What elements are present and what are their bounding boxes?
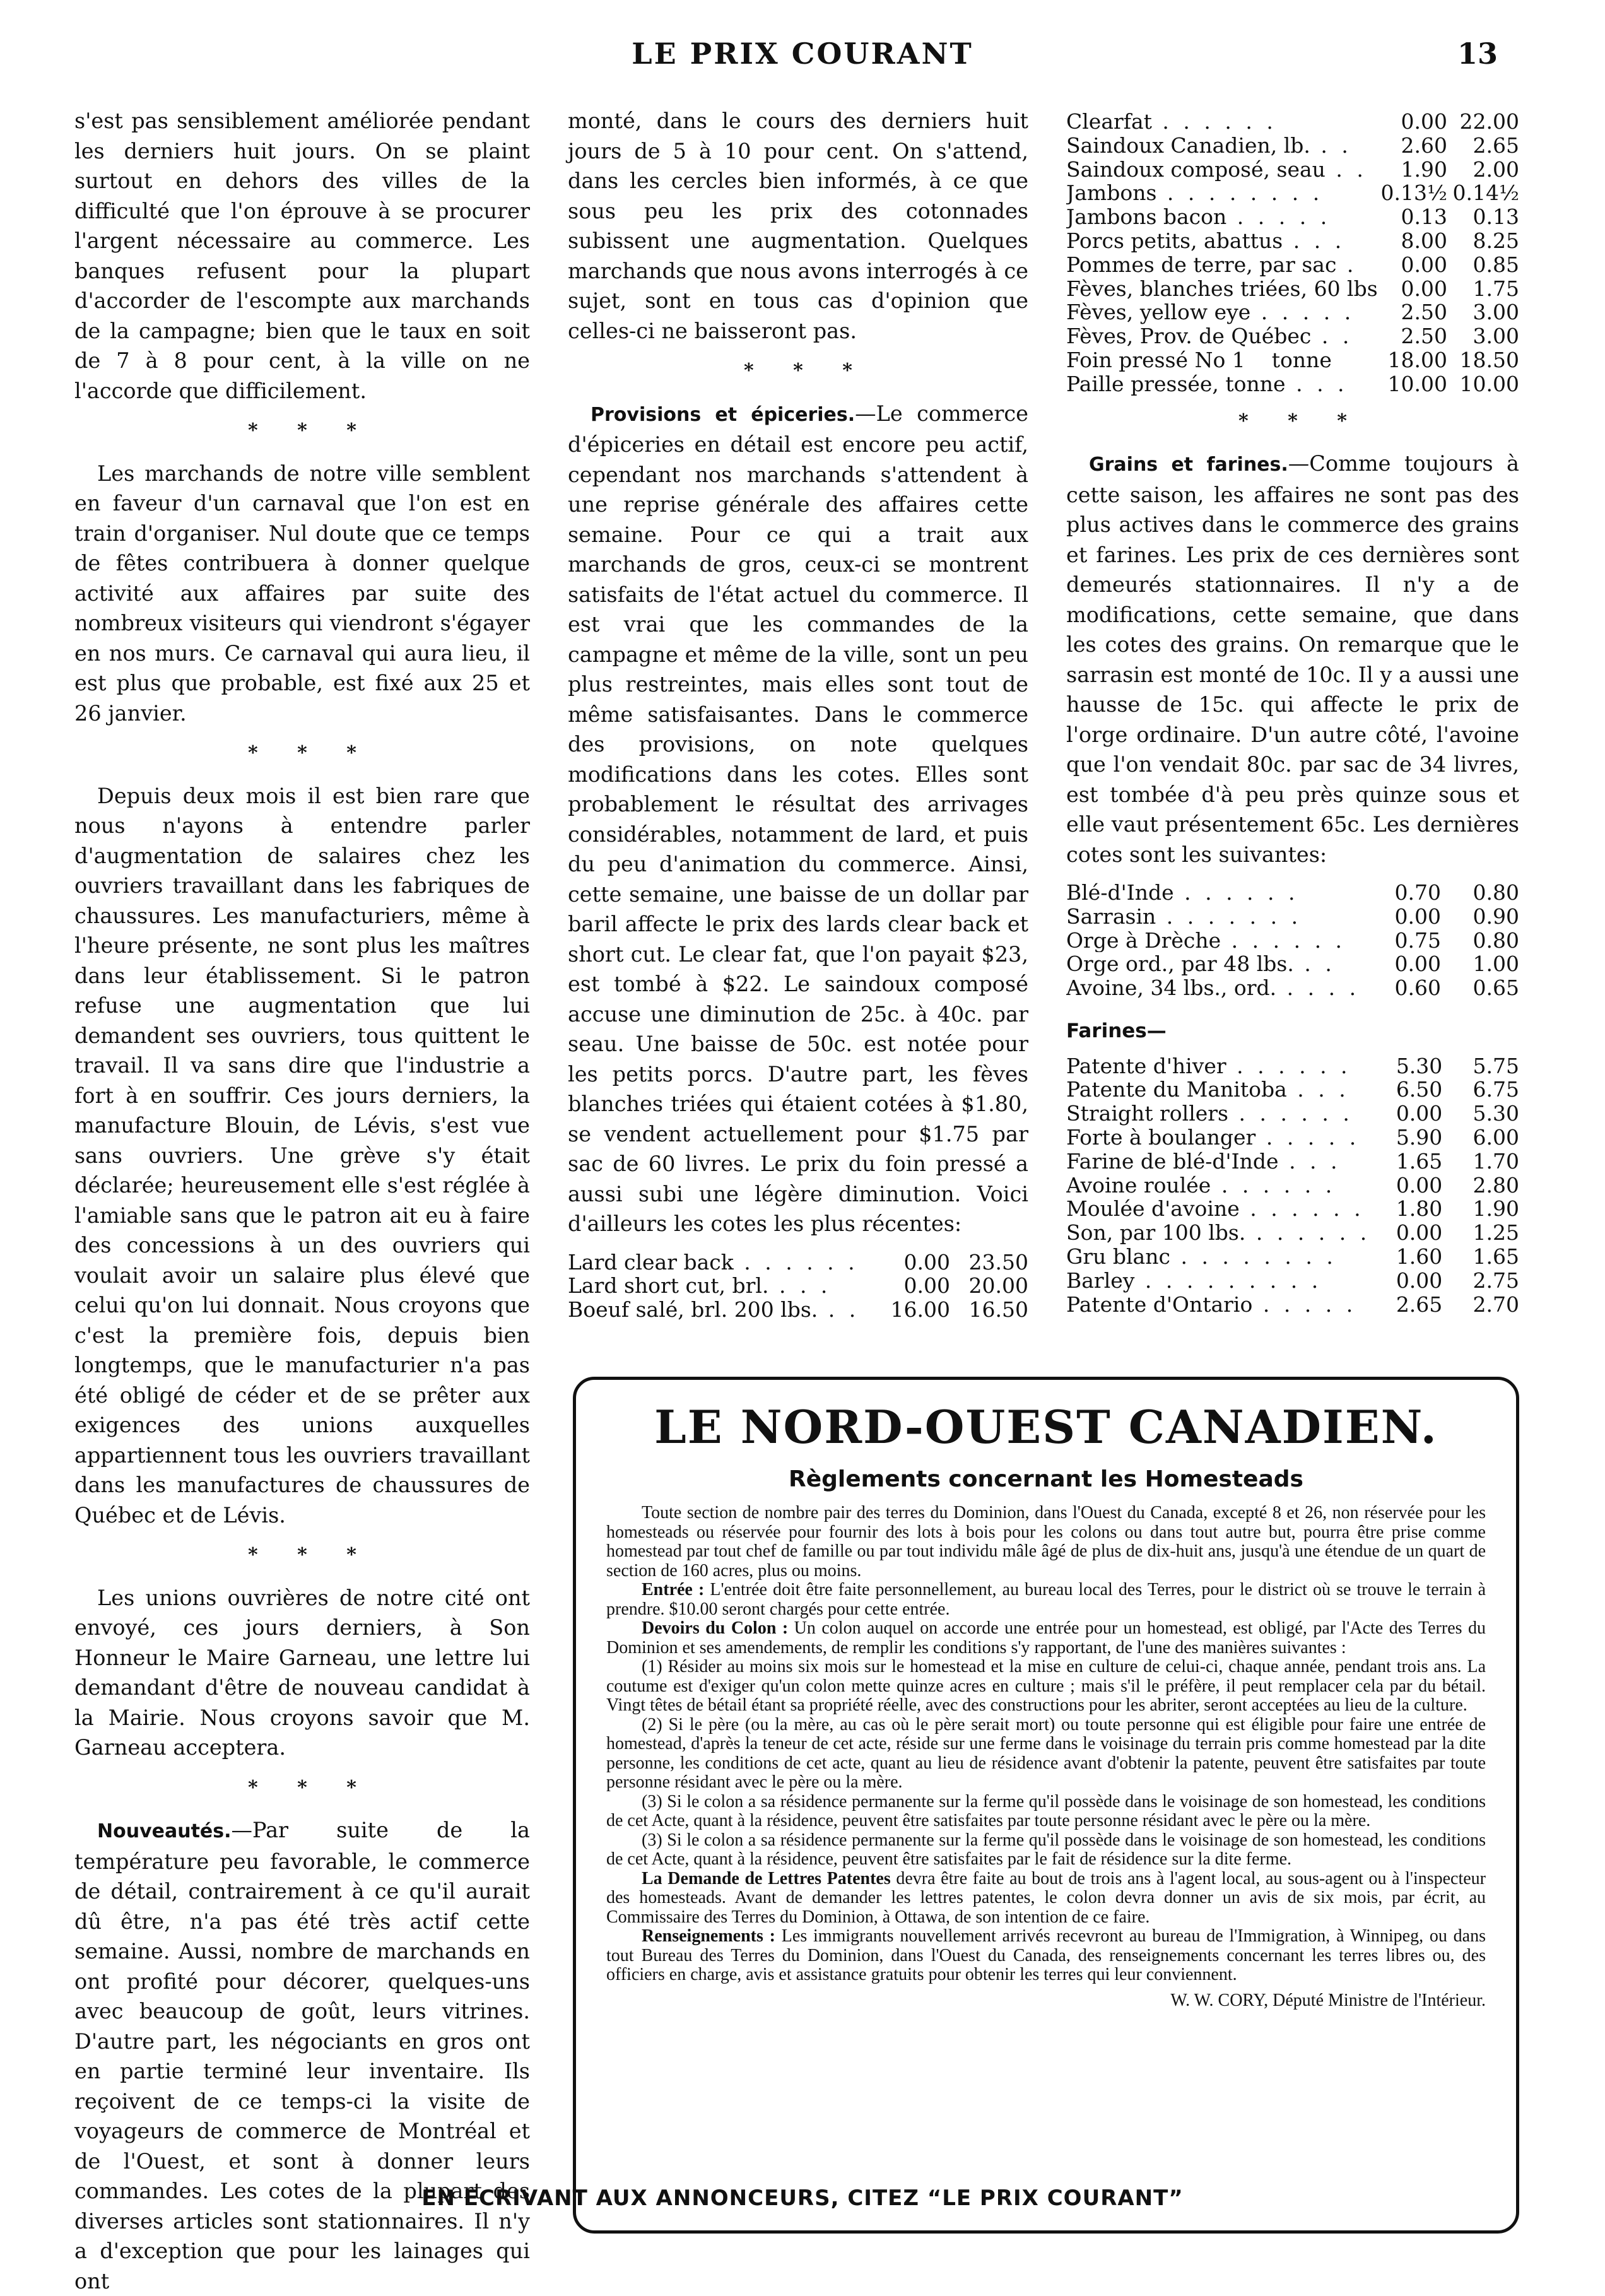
price-low: 1.65	[1396, 1148, 1443, 1174]
price-low: 0.75	[1394, 927, 1441, 953]
price-high: 1.00	[1473, 951, 1519, 977]
leader-dots: . . . . . .	[1239, 1197, 1365, 1222]
item-name: Fèves, Prov. de Québec	[1066, 324, 1312, 348]
price-high: 5.30	[1473, 1101, 1519, 1126]
price-high: 0.80	[1473, 927, 1519, 953]
advert-devoirs-text: Un colon auquel on accorde une entrée pour un homestead, est obligé, par l'Acte des Terres du Dominion et ses amendements, de remplir les conditions s'y rapportant, de l'une des manières suivantes :	[606, 1618, 1486, 1657]
table-row	[1066, 277, 1519, 301]
item-name: Clearfat	[1066, 110, 1152, 134]
item-name: Patente d'hiver	[1066, 1054, 1226, 1078]
paragraph-salaires: Depuis deux mois il est bien rare que nous n'ayons à entendre parler d'augmentation de salaires chez les ouvriers travaillant dans les fabriques de chaussures. Les manufacturiers, même à l'heure présente, ne sont plus les maîtres dans leur établissement. Si le patron refuse une augmentation que lui demandent ses ouvriers, tous quittent le travail. Il va sans dire que l'industrie a fort à en souffrir. Ces jours derniers, la manufacture Blouin, de Lévis, s'est vue sans ouvriers. Une grève s'y était déclarée; heureusement elle s'est réglée à l'amiable sans que le patron ait eu à faire des concessions à un des ouvriers qui voulait avoir un salaire plus élevé que celui qu'on lui donnait. Nous croyons que c'est la première fois, depuis bien longtemps, que le manufacturier n'a pas été obligé de céder et de se prêter aux exigences des unions auxquelles appartiennent tous les ouvriers travaillant dans les manufactures de chaussures de Québec et de Lévis.	[74, 783, 530, 1528]
price-high: 1.75	[1473, 276, 1519, 301]
price-low: 0.13	[1401, 204, 1447, 230]
leader-dots: . .	[1310, 133, 1352, 158]
advert-demande-text: devra être faite au bout de trois ans à l'agent local, au sous-agent ou à l'inspecteur des homesteads. Avant de demander les lettres patentes, le colon devra donner un avis de six mois, par écrit, au Commissaire des Terres du Dominion, à Ottawa, de son intention de ce faire.	[606, 1868, 1486, 1927]
item-name: Avoine roulée	[1066, 1173, 1211, 1198]
item-name: Gru blanc	[1066, 1244, 1170, 1269]
rubric-provisions: Provisions et épiceries.	[591, 403, 855, 426]
table-row	[1066, 1197, 1519, 1221]
paragraph-lainages: monté, dans le cours des derniers huit jours de 5 à 10 pour cent. On s'attend, dans les cercles bien informés, à ce que sous peu les prix des cotonnades subissent une augmentation. Quelques marchands que nous avons interrogés à ce sujet, sont en tous cas d'opinion que celles-ci ne baisseront pas.	[568, 109, 1028, 343]
column-1	[74, 106, 530, 2296]
item-name: Fèves, blanches triées, 60 lbs	[1066, 276, 1378, 301]
table-row	[1066, 1245, 1519, 1269]
advert-demande	[606, 1869, 1486, 1928]
leader-dots: . . . . . .	[1151, 110, 1277, 134]
table-row	[1066, 976, 1519, 1000]
price-high: 6.75	[1473, 1077, 1519, 1102]
table-row	[1066, 134, 1519, 158]
leader-dots: . . . . . .	[1211, 1173, 1336, 1198]
item-name: Farine de blé-d'Inde	[1066, 1149, 1279, 1174]
leader-dots: . . . . . . . . .	[1134, 1268, 1322, 1293]
leader-dots: . . . . .	[1250, 300, 1355, 325]
paragraph-nouveautes	[74, 1815, 530, 2296]
price-high: 1.70	[1473, 1148, 1519, 1174]
price-high: 1.90	[1473, 1196, 1519, 1222]
advert-renseignements	[606, 1927, 1486, 1985]
price-low: 1.80	[1396, 1196, 1443, 1222]
table-row	[1066, 881, 1519, 905]
price-low: 2.50	[1401, 324, 1447, 349]
item-name: Avoine, 34 lbs., ord.	[1066, 976, 1277, 1001]
leader-dots: . . . . . .	[1221, 928, 1346, 953]
price-high: 6.00	[1473, 1124, 1519, 1150]
leader-dots: . . . . . . .	[1156, 904, 1302, 929]
price-high: 3.00	[1473, 324, 1519, 349]
leader-dots: . .	[1325, 157, 1367, 182]
leader-dots: . . . . . .	[1173, 881, 1299, 905]
table-row	[1066, 905, 1519, 929]
paragraph-grains	[1066, 449, 1519, 869]
price-high: 0.14½	[1452, 180, 1519, 206]
item-name: Orge ord., par 48 lbs.	[1066, 952, 1294, 977]
table-row	[1066, 181, 1519, 205]
leader-dots: . . . . . .	[1228, 1102, 1353, 1126]
item-name: Lard clear back	[568, 1250, 734, 1275]
table-row	[1066, 1150, 1519, 1174]
leader-dots: . . . . .	[1226, 205, 1331, 229]
leader-dots: . .	[818, 1298, 860, 1322]
item-name: Patente d'Ontario	[1066, 1292, 1253, 1317]
price-high: 2.00	[1473, 156, 1519, 182]
price-low: 1.90	[1401, 156, 1447, 182]
price-low: 2.50	[1401, 300, 1447, 325]
advert-condition-4: (3) Si le colon a sa résidence permanente sur la ferme qu'il possède dans le voisinage de son homestead, les conditions de cet Acte, quant à la résidence, peuvent être satisfaites par le fait de résidence sur la dite ferme.	[606, 1830, 1486, 1869]
item-name: Lard short cut, brl.	[568, 1274, 769, 1298]
column-2	[568, 106, 1028, 1322]
price-low: 0.00	[1394, 951, 1441, 977]
leader-dots: .	[1336, 252, 1358, 277]
price-low: 0.13½	[1380, 180, 1447, 206]
table-row	[1066, 1174, 1519, 1198]
advert-renseignements-head: Renseignements :	[642, 1926, 775, 1946]
price-high: 2.80	[1473, 1172, 1519, 1198]
item-name: Fèves, yellow eye	[1066, 300, 1251, 325]
price-low: 2.60	[1401, 132, 1447, 158]
price-high: 18.50	[1459, 347, 1519, 372]
leader-dots: . . .	[1285, 372, 1348, 396]
advert-intro: Toute section de nombre pair des terres du Dominion, dans l'Ouest du Canada, excepté 8 et 26, non réservée pour les homesteads ou réservée pour fournir des lots à bois pour les colons ou dans tout autre but, pourra être prise comme homestead par tout chef de famille ou par tout individu mâle âgé de plus de dix-huit ans, jusqu'à une étendue de un quart de section de 160 acres, plus ou moins.	[606, 1503, 1486, 1581]
section-separator: * * *	[248, 742, 373, 764]
price-low: 2.65	[1396, 1292, 1443, 1317]
paragraph-credit: s'est pas sensiblement améliorée pendant les derniers huit jours. On se plaint surtout en dehors des villes de la difficulté que l'on éprouve à se procurer l'argent nécessaire au commerce. Les banques refusent pour la plupart d'accorder de l'escompte aux marchands de la campagne; bien que le taux en soit de 7 à 8 pour cent, à la ville on ne l'accorde que difficilement.	[74, 109, 530, 403]
item-name: Boeuf salé, brl. 200 lbs.	[568, 1298, 818, 1322]
provisions-price-table-continued	[1066, 110, 1519, 396]
leader-dots: . . . . . . . .	[1156, 181, 1324, 206]
price-low: 0.00	[1401, 276, 1447, 301]
table-row	[1066, 1293, 1519, 1317]
price-high: 5.75	[1473, 1053, 1519, 1078]
leader-dots: . . . . . .	[1245, 1221, 1371, 1245]
item-name: Sarrasin	[1066, 904, 1156, 929]
item-name: Moulée d'avoine	[1066, 1197, 1240, 1222]
table-row	[1066, 348, 1519, 372]
table-row	[568, 1298, 1028, 1322]
leader-dots: . . . . . .	[1226, 1054, 1351, 1078]
leader-dots: . .	[1293, 952, 1336, 977]
item-name: Paille pressée, tonne	[1066, 372, 1286, 396]
price-high: 10.00	[1459, 371, 1519, 396]
paragraph-unions: Les unions ouvrières de notre cité ont envoyé, ces jours derniers, à Son Honneur le Maire Garneau, une lettre lui demandant d'être de nouveau candidat à la Mairie. Nous croyons savoir que M. Garneau acceptera.	[74, 1585, 530, 1760]
rubric-grains: Grains et farines.	[1089, 454, 1288, 476]
advert-title: LE NORD-OUEST CANADIEN.	[654, 1400, 1438, 1454]
price-high: 16.50	[968, 1297, 1028, 1322]
table-row	[1066, 1102, 1519, 1126]
item-name: Saindoux composé, seau	[1066, 157, 1326, 182]
price-low: 0.70	[1394, 880, 1441, 905]
leader-dots: . . .	[1286, 1078, 1349, 1102]
leader-dots: . . .	[768, 1274, 832, 1298]
price-low: 0.00	[903, 1273, 950, 1298]
paragraph-provisions-text: —Le commerce d'épiceries en détail est encore peu actif, cependant nos marchands s'attendent à une reprise générale des affaires cette semaine. Pour ce qui a trait aux marchands de gros, ceux-ci se montrent satisfaits de l'état actuel du commerce. Il est vrai que les commandes de la campagne et même de la ville, sont un peu plus restreintes, mais elles sont tout de même satisfaisantes. Dans le commerce des provisions, on note quelques modifications dans les cotes. Elles sont probablement le résultat des arrivages considérables, notamment de lard, et puis du peu d'animation du commerce. Ainsi, cette semaine, une baisse de un dollar par baril affecte le prix des lards clear back et short cut. Le clear fat, que l'on payait $23, est tombé à $22. Le saindoux composé accuse une diminution de 25c. à 40c. par seau. Une baisse de 50c. est notée pour les petits porcs. D'autre part, les fèves blanches triées qui étaient cotées à $1.80, se vendent actuellement pour $1.75 par sac de 60 livres. Le prix du foin pressé a aussi subi une légère diminution. Voici d'ailleurs les cotes les plus récentes:	[568, 401, 1028, 1236]
price-low: 1.60	[1396, 1244, 1443, 1269]
table-row	[1066, 158, 1519, 182]
price-low: 0.00	[1396, 1220, 1443, 1245]
leader-dots: . . .	[1278, 1149, 1341, 1174]
section-separator: * * *	[248, 1544, 373, 1566]
advert-condition-2: (2) Si le père (ou la mère, au cas où le père serait mort) ou toute personne qui est éligible pour faire une entrée de homestead, d'après la teneur de cet acte, réside sur une ferme dans le voisinage du terrain pris comme homestead par la dite personne, les conditions de cet acte, quant au lieu de résidence avant d'obtenir la patente, peuvent être satisfaites par toute personne résidant avec le père ou la mère.	[606, 1714, 1486, 1792]
table-row	[1066, 1126, 1519, 1150]
table-row	[568, 1274, 1028, 1298]
page-footer: EN ECRIVANT AUX ANNONCEURS, CITEZ “LE PRIX COURANT”	[421, 2186, 1184, 2211]
price-low: 0.00	[1401, 109, 1447, 134]
table-row	[568, 1251, 1028, 1275]
advert-entree-head: Entrée :	[642, 1580, 705, 1599]
advert-entree	[606, 1581, 1486, 1619]
leader-dots: . . . . . . . .	[1170, 1244, 1337, 1269]
price-low: 5.30	[1396, 1053, 1443, 1078]
item-name: Son, par 100 lbs.	[1066, 1221, 1246, 1245]
price-high: 1.25	[1473, 1220, 1519, 1245]
section-separator: * * *	[248, 1776, 373, 1799]
section-separator: * * *	[744, 360, 869, 382]
price-high: 22.00	[1459, 109, 1519, 134]
item-name: Orge à Drèche	[1066, 928, 1221, 953]
price-high: 1.65	[1473, 1244, 1519, 1269]
advert-devoirs-head: Devoirs du Colon :	[642, 1618, 789, 1638]
price-low: 5.90	[1396, 1124, 1443, 1150]
price-high: 0.85	[1473, 252, 1519, 277]
advert-condition-1: (1) Résider au moins six mois sur le homestead et la mise en culture de celui-ci, chaque année, pendant trois ans. La coutume est d'exiger qu'un colon mette quinze acres en culture ; mais s'il le préfère, il peut remplacer cela par du bétail. Vingt têtes de bétail étant sa propriété réelle, avec des constructions pour les abriter, seront acceptées au lieu de la culture.	[606, 1657, 1486, 1715]
table-row	[1066, 300, 1519, 324]
running-title: LE PRIX COURANT	[632, 37, 973, 71]
leader-dots: . . . . .	[1252, 1292, 1357, 1317]
price-high: 2.70	[1473, 1292, 1519, 1317]
farines-price-table	[1066, 1054, 1519, 1317]
leader-dots: . .	[1311, 324, 1353, 348]
price-low: 8.00	[1401, 228, 1447, 253]
item-name: Straight rollers	[1066, 1102, 1228, 1126]
price-high: 0.13	[1473, 204, 1519, 230]
item-name: Pommes de terre, par sac	[1066, 252, 1337, 277]
leader-dots: . . .	[1283, 228, 1346, 253]
price-high: 0.90	[1473, 904, 1519, 929]
price-high: 3.00	[1473, 300, 1519, 325]
table-row	[1066, 1054, 1519, 1078]
price-low: 6.50	[1396, 1077, 1443, 1102]
price-high: 20.00	[968, 1273, 1028, 1298]
table-row	[1066, 253, 1519, 277]
price-low: 18.00	[1387, 347, 1447, 372]
item-name: Foin pressé No 1 tonne	[1066, 348, 1332, 372]
farines-heading: Farines—	[1066, 1020, 1167, 1043]
table-row	[1066, 205, 1519, 229]
price-low: 0.00	[1396, 1172, 1443, 1198]
item-name: Porcs petits, abattus	[1066, 228, 1283, 253]
item-name: Barley	[1066, 1268, 1135, 1293]
price-low: 0.60	[1394, 975, 1441, 1001]
advert-devoirs	[606, 1619, 1486, 1657]
item-name: Jambons bacon	[1066, 205, 1227, 229]
item-name: Saindoux Canadien, lb.	[1066, 133, 1310, 158]
section-separator: * * *	[248, 420, 373, 442]
item-name: Jambons	[1066, 181, 1157, 206]
advert-renseignements-text: Les immigrants nouvellement arrivés recevront au bureau de l'Immigration, à Winnipeg, ou dans tout Bureau des Terres du Dominion, dans l'Ouest du Canada, des renseignements concernant les terres libres ou, des officiers en charge, avis et assistance gratuits pour obtenir les terres qui leur conviennent.	[606, 1926, 1486, 1984]
section-separator: * * *	[1238, 409, 1363, 432]
price-low: 16.00	[890, 1297, 950, 1322]
price-high: 0.80	[1473, 880, 1519, 905]
table-row	[1066, 1221, 1519, 1245]
table-row	[1066, 952, 1519, 976]
price-high: 23.50	[968, 1249, 1028, 1275]
item-name: Patente du Manitoba	[1066, 1078, 1287, 1102]
homestead-advert-box	[573, 1377, 1519, 2234]
grains-price-table	[1066, 881, 1519, 1000]
paragraph-grains-text: —Comme toujours à cette saison, les affaires ne sont pas des plus actives dans le commerce des grains et farines. Les prix de ces dernières sont demeurés stationnaires. Il n'y a de modifications, cette semaine, que dans les cotes des grains. On remarque que le sarrasin est monté de 10c. Il y a aussi une hausse de 15c. qui affecte le prix de l'orge ordinaire. D'un autre côté, l'avoine que l'on vendait 80c. par sac de 34 livres, est tombée d'à peu près quinze sous et elle vaut présentement 65c. Les dernières cotes sont les suivantes:	[1066, 451, 1519, 867]
rubric-nouveautes: Nouveautés.	[97, 1820, 232, 1842]
price-low: 0.00	[903, 1249, 950, 1275]
table-row	[1066, 1269, 1519, 1293]
price-low: 10.00	[1387, 371, 1447, 396]
leader-dots: . . . . .	[1255, 1125, 1360, 1150]
price-low: 0.00	[1394, 904, 1441, 929]
advert-entree-text: L'entrée doit être faite personnellement, au bureau local des Terres, pour le district où se trouve le terrain à prendre. $10.00 seront chargés pour cette entrée.	[606, 1580, 1486, 1619]
advert-subtitle: Règlements concernant les Homesteads	[789, 1466, 1303, 1492]
price-low: 0.00	[1401, 252, 1447, 277]
advert-signature: W. W. CORY, Député Ministre de l'Intérieur.	[1170, 1990, 1486, 2010]
item-name: Forte à boulanger	[1066, 1125, 1256, 1150]
leader-dots: . . . .	[1276, 976, 1360, 1001]
table-row	[1066, 372, 1519, 396]
price-high: 0.65	[1473, 975, 1519, 1001]
price-low: 0.00	[1396, 1268, 1443, 1293]
paragraph-carnaval: Les marchands de notre ville semblent en faveur d'un carnaval que l'on est en train d'organiser. Nul doute que ce temps de fêtes contribuera à donner quelque activité aux affaires par suite des nombreux visiteurs qui viendront s'égayer en nos murs. Ce carnaval qui aura lieu, il est plus que probable, est fixé aux 25 et 26 janvier.	[74, 461, 530, 726]
table-row	[1066, 1078, 1519, 1102]
leader-dots: . . . . . .	[733, 1250, 859, 1275]
paragraph-nouveautes-text: —Par suite de la température peu favorable, le commerce de détail, contrairement à ce qu'il aurait dû être, n'a pas été très actif cette semaine. Aussi, nombre de marchands en ont profité pour décorer, quelques-uns avec beaucoup de goût, leurs vitrines. D'autre part, les négociants en gros ont en partie terminé leur inventaire. Ils reçoivent de ce temps-ci la visite de voyageurs de commerce de Montréal et de l'Ouest, et sont à donner leurs commandes. Les cotes de la plupart des diverses articles sont stationnaires. Il n'y a d'exception que pour les lainages qui ont	[74, 1818, 530, 2293]
provisions-price-table	[568, 1251, 1028, 1322]
price-high: 8.25	[1473, 228, 1519, 253]
page-number: 13	[1457, 37, 1498, 71]
table-row	[1066, 929, 1519, 953]
price-high: 2.65	[1473, 132, 1519, 158]
price-high: 2.75	[1473, 1268, 1519, 1293]
column-3	[1066, 110, 1519, 1316]
item-name: Blé-d'Inde	[1066, 881, 1174, 905]
table-row	[1066, 110, 1519, 134]
advert-demande-head: La Demande de Lettres Patentes	[642, 1868, 891, 1888]
table-row	[1066, 229, 1519, 253]
paragraph-provisions	[568, 399, 1028, 1239]
table-row	[1066, 324, 1519, 348]
price-low: 0.00	[1396, 1101, 1443, 1126]
advert-condition-3: (3) Si le colon a sa résidence permanente sur la ferme qu'il possède dans le voisinage de son homestead, les conditions de cet Acte, quant à la résidence, peuvent être satisfaites par toute personne résidant avec le père ou la mère.	[606, 1791, 1486, 1830]
